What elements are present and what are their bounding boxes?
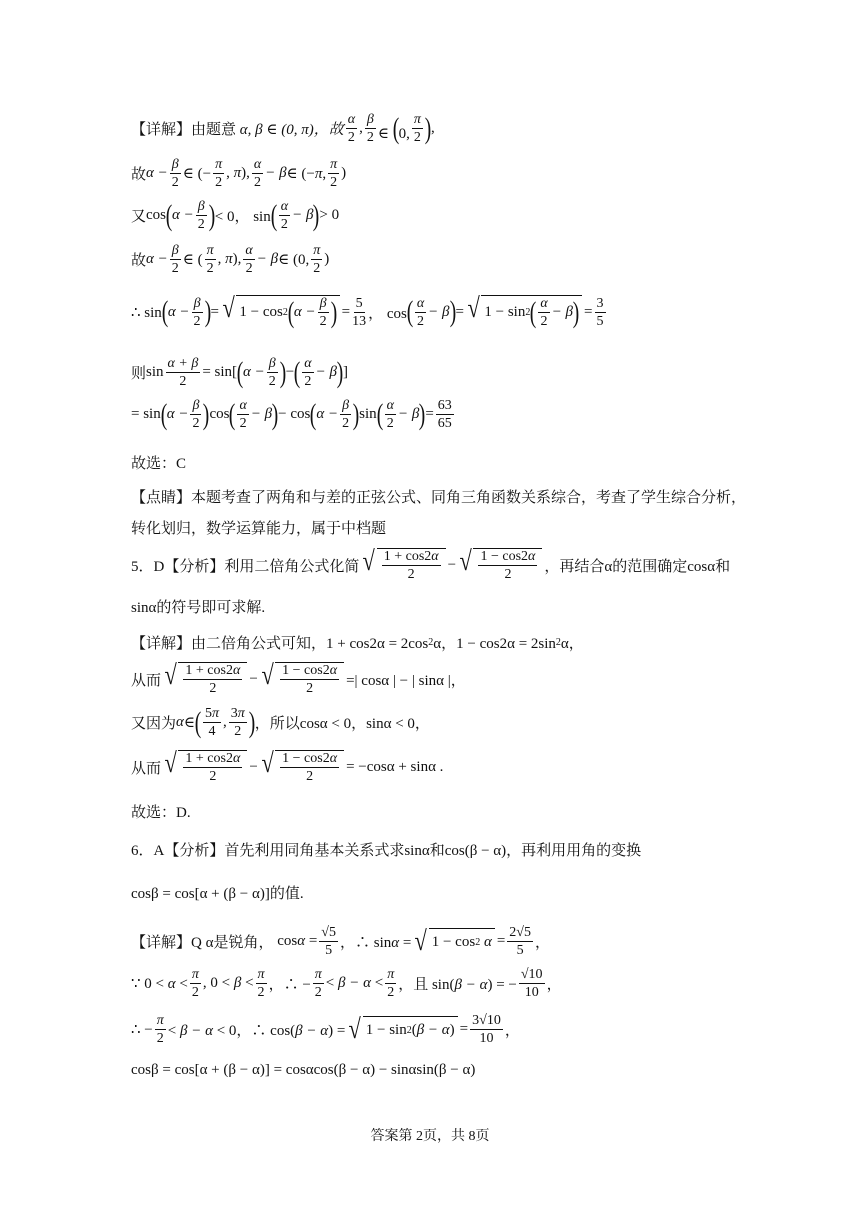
detail-line-5: ∴ sin ( α − $\frac{\beta}{2}$ ) = √ 1 − cos 2 ( α − $\frac{\beta}{2}$ ) = $\frac{5}{13}$ ， cos ( $\frac{\alpha}{2}$ − β ) = √ 1 − sin 2 ( $\frac{\alpha}{2}$ − β ) = $\frac{3}{5}$ [131, 293, 604, 330]
comment-line-1: 【点睛】本题考查了两角和与差的正弦公式、同角三角函数关系综合，考查了学生综合分析， [131, 490, 747, 506]
detail-line-1: 【详解】由题意 α, β ∈ (0, π)，故 $\frac{\alpha}{2}$ , $\frac{\beta}{2}$ ∈ (0, $\frac{\pi}{2}$ ) , [131, 111, 435, 146]
math-paren: ) [424, 111, 432, 145]
q5-title: 5．D【分析】利用二倍角公式化简 √ $\frac{1 + \cos 2\alpha}{2}$ − √ $\frac{1 - \cos 2\alpha}{2}$ ，再结合α的范围确定cosα和 [131, 546, 731, 583]
comment-line-2: 转化划归，数学运算能力，属于中档题 [131, 521, 387, 537]
fraction: $\frac{\beta}{2}$ [366, 112, 374, 146]
q6-detail: 【详解】Q α是锐角， cosα = $\frac{√5}{5}$ ，∴ sinα = √ 1 − cos 2 α = $\frac{2√5}{5}$ ， [131, 925, 550, 959]
answer-d: 故选：D. [131, 805, 191, 821]
therefore-label: 故 [131, 167, 147, 184]
answer-c: 故选：C [131, 456, 187, 472]
q6-line-2: cosβ = cos[α + (β − α)]的值. [131, 886, 304, 902]
q6-line-5: ∴ − $\frac{\pi}{2}$ < β − α < 0，∴ cos(β − α) = √ 1 − sin 2 ( β − α ) = $\frac{3√10}{10}$ ， [131, 1013, 520, 1047]
q6-line-4: ∵ 0 < α < $\frac{\pi}{2}$ , 0 < β < $\frac{\pi}{2}$ ，∴ − $\frac{\pi}{2}$ < β − α < $\frac{\pi}{2}$ ，且 sin(β − α) = − $\frac{√10}{10}$ ， [131, 967, 562, 1001]
fraction: $\frac{\pi}{2}$ [413, 112, 421, 146]
detail-line-4: 故 α − $\frac{\beta}{2}$ ∈ ( $\frac{\pi}{2}$ , π), $\frac{\alpha}{2}$ − β ∈ (0, $\frac{\pi}{2}$ ) [131, 243, 330, 277]
therefore-label-2: 故 [131, 253, 147, 270]
q6-last-line: cosβ = cos[α + (β − α)] = cosαcos(β − α) − sinαsin(β − α) [131, 1062, 476, 1078]
page-footer: 答案第 2页，共 8页 [370, 1129, 490, 1144]
q5-line-2: sinα的符号即可求解. [131, 600, 266, 616]
math-expr: α, β ∈ (0, π)，故 [236, 122, 344, 139]
detail-line-6: 则 sin $\frac{\alpha + \beta}{2}$ = sin[ ( α − $\frac{\beta}{2}$ ) − ( $\frac{\alpha}{2}$ − β ) ] [131, 355, 348, 390]
also-label: 又 [131, 209, 147, 226]
then-label: 则 [131, 366, 147, 383]
detail-line-2: 故 α − $\frac{\beta}{2}$ ∈ (− $\frac{\pi}{2}$ , π), $\frac{\alpha}{2}$ − β ∈ (−π, $\frac{\pi}{2}$ ) [131, 157, 347, 191]
detail-line-3: 又 cos ( α − $\frac{\beta}{2}$ ) < 0， sin ( $\frac{\alpha}{2}$ − β ) > 0 [131, 198, 340, 233]
q5-line-from-1: 从而 √ $\frac{1 + \cos 2\alpha}{2}$ − √ $\frac{1 - \cos 2\alpha}{2}$ =| cosα | − | sinα |， [131, 660, 466, 697]
detail-line-7: = sin ( α − $\frac{\beta}{2}$ ) cos ( $\frac{\alpha}{2}$ − β ) − cos ( α − $\frac{\beta}{2}$ ) sin ( $\frac{\alpha}{2}$ − β ) = $\frac{63}{65}$ [131, 397, 452, 432]
detail-label: 【详解】由题意 [131, 122, 237, 139]
q5-because: 又因为 α ∈ ( $\frac{5\pi}{4}$ , $\frac{3\pi}{2}$ ) ，所以cosα < 0，sinα < 0， [131, 705, 430, 740]
math-expr: ∈ (0, [377, 111, 410, 145]
fraction: $\frac{\alpha}{2}$ [347, 112, 356, 146]
q5-line-from-2: 从而 √ $\frac{1 + \cos 2\alpha}{2}$ − √ $\frac{1 - \cos 2\alpha}{2}$ = −cosα + sinα . [131, 748, 444, 785]
q5-detail: 【详解】由二倍角公式可知，1 + cos2α = 2cos 2 α，1 − cos2α = 2sin 2 α， [131, 636, 584, 652]
q6-title: 6．A【分析】首先利用同角基本关系式求sinα和cos(β − α)，再利用用角的变换 [131, 843, 642, 859]
